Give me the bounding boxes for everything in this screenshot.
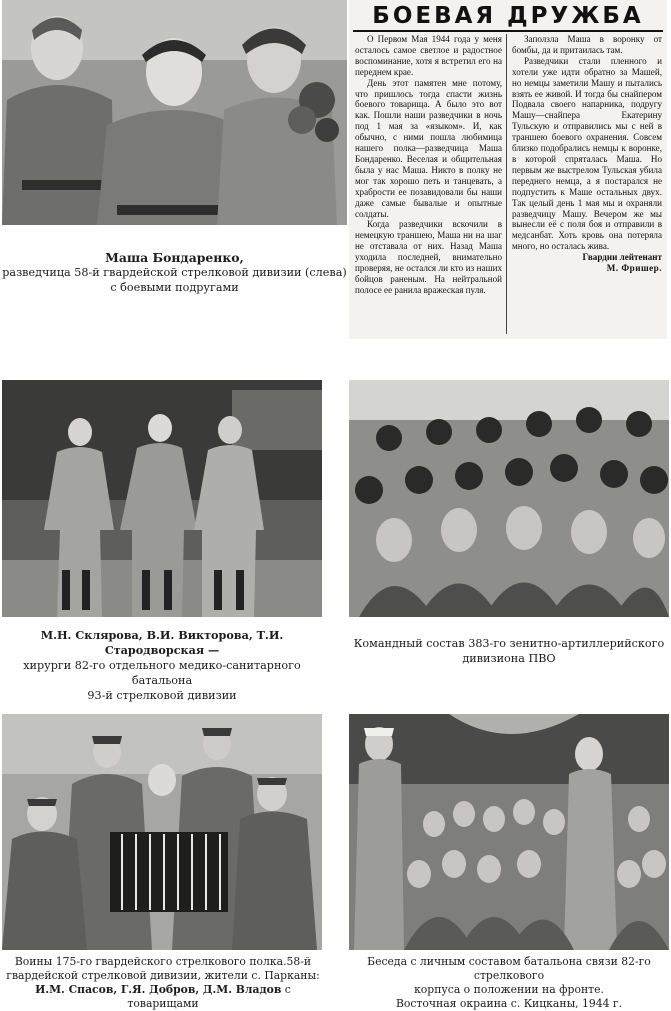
- caption-photo2: [2, 628, 322, 703]
- caption-photo2-line3: 93-й стрелковой дивизии: [87, 689, 237, 702]
- newspaper-paragraph: День этот памятен мне потому, что пришлось тогда спасти жизнь боевого товарища. А было это вот как. Пошли наши разведчики в ночь под 1 мая за «языком». И, как обычно, с ними пошла любимица нашего полка—разведчица Маша Бондаренко. Веселая и общительная была у нас Маша. Никто в полку не мог так хорошо петь и танцевать, а храбрости ее позавидовали бы наши даже самые бывалые и опытные солдаты.: [355, 77, 502, 219]
- newspaper-signature-rank: Гвардии лейтенант: [582, 252, 662, 263]
- photo-surgeons: [2, 380, 322, 617]
- caption-photo4-names: И.М. Спасов, Г.Я. Добров, Д.М. Владов: [35, 983, 282, 996]
- newspaper-signature-name: М. Фришер.: [606, 263, 662, 274]
- caption-photo1-name: Маша Бондаренко,: [105, 250, 244, 265]
- caption-photo2-names: М.Н. Склярова, В.И. Викторова, Т.И. Стародворская —: [40, 628, 284, 657]
- photo-soldiers-accordion: [2, 714, 322, 950]
- photo-command-staff: [349, 380, 669, 617]
- newspaper-column-left: [355, 34, 502, 334]
- caption-photo5: [349, 955, 669, 1011]
- caption-photo5-line1: Беседа с личным составом батальона связи 82-го стрелкового: [367, 955, 651, 982]
- newspaper-rule: [353, 30, 663, 32]
- caption-photo3: [349, 636, 669, 666]
- newspaper-clipping: [349, 0, 667, 339]
- caption-photo1: [2, 250, 347, 295]
- newspaper-paragraph: Разведчики стали пленного и хотели уже идти обратно за Машей, но немцы заметили Машу и пытались взять ее живой. И тогда бы снайпером Подвала своего напарника, подругу Машу—снайпера Екатерину Тульскую и отправились мы с ней в траншею боевого охранения. Совсем близко подобрались немцы к воронке, в которой спряталась Маша. Но первым же выстрелом Тульская убила переднего немца, а я постарался не подпустить к Маше остальных двух. Так целый день 1 мая мы и охраняли разведчицу Машу. Вечером же мы вынесли её с поля боя и отправили в медсанбат. Хоть кровь она потеряла много, но осталась жива.: [512, 55, 662, 252]
- photo-masha-bondarenko: [2, 0, 347, 225]
- newspaper-column-right: [512, 34, 662, 334]
- caption-photo3-line1: Командный состав 383-го зенитно-артиллерийского: [353, 637, 665, 650]
- caption-photo4-tail: с товарищами: [127, 983, 291, 1010]
- caption-photo5-line3: Восточная окраина с. Кицканы, 1944 г.: [395, 997, 623, 1010]
- newspaper-paragraph: Заползла Маша в воронку от бомбы, да и притаилась там.: [512, 34, 662, 55]
- newspaper-column-divider: [506, 34, 507, 334]
- caption-photo4-line1: Воины 175-го гвардейского стрелкового полка.58-й: [14, 955, 312, 968]
- caption-photo4: [0, 955, 326, 1011]
- caption-photo4-line2: гвардейской стрелковой дивизии, жители с. Парканы:: [6, 969, 320, 982]
- caption-photo2-line2: хирурги 82-го отдельного медико-санитарного батальона: [23, 659, 301, 687]
- caption-photo1-line3: с боевыми подругами: [110, 281, 239, 294]
- newspaper-paragraph: О Первом Мая 1944 года у меня осталось самое светлое и радостное воспоминание, хотя я встретил его на переднем крае.: [355, 34, 502, 77]
- caption-photo5-line2: корпуса о положении на фронте.: [414, 983, 604, 996]
- newspaper-paragraph: Когда разведчики вскочили в немецкую траншею, Маша ни на шаг не отставала от них. Назад Маша уходила последней, внимательно проверяя, не остался ли кто из наших бойцов раненым. На нейтральной полосе ее ранила вражеская пуля.: [355, 219, 502, 295]
- caption-photo1-line2: разведчица 58-й гвардейской стрелковой дивизии (слева): [2, 266, 347, 279]
- newspaper-title: БОЕВАЯ ДРУЖБА: [372, 3, 644, 29]
- caption-photo3-line2: дивизиона ПВО: [462, 652, 556, 665]
- photo-signal-battalion-briefing: [349, 714, 669, 950]
